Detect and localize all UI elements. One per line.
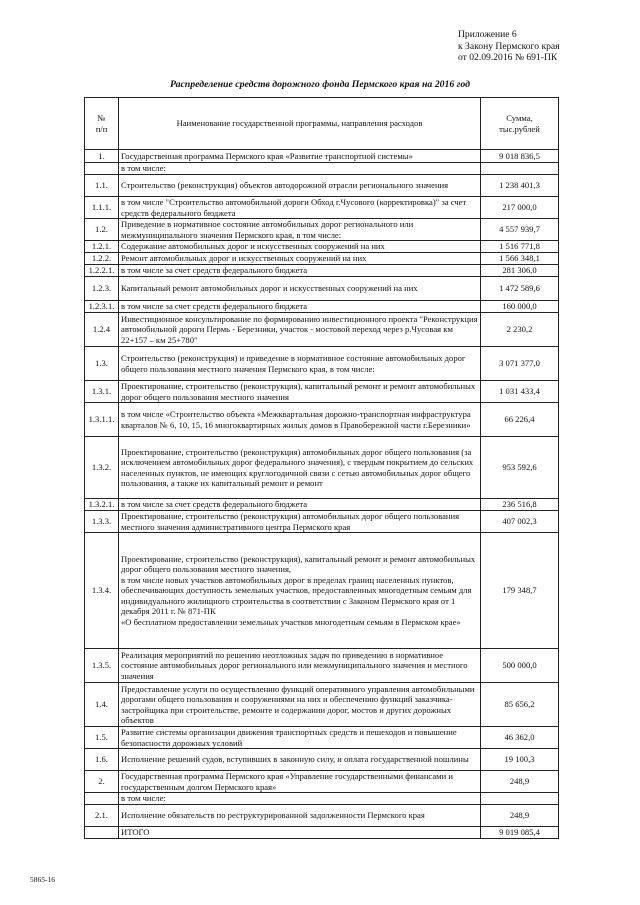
table-row <box>85 197 559 219</box>
row-name: Проектирование, строительство (реконструкция), капитальный ремонт и ремонт автомобильных дорог общего пользования местного значения, в том числе новых участков автомобильных дорог в пределах границ населенных пунктов, обеспечивающих доступность земельных участков, предоставленных многодетным семьям для индивидуального жилищного строительства в соответствии с Законом Пермского края от 1 декабря 2011 г. № 871-ПК «О бесплатном предоставлении земельных участков многодетным семьям в Пермском крае» <box>119 533 481 649</box>
row-sum: 160 000,0 <box>481 301 559 313</box>
row-number: 1.2. <box>85 219 119 241</box>
row-number: 1.3. <box>85 347 119 381</box>
table-row <box>85 150 559 163</box>
table-row <box>85 253 559 265</box>
table-row <box>85 511 559 533</box>
row-name: в том числе: <box>119 163 481 175</box>
row-sum: 236 516,8 <box>481 499 559 511</box>
table-row <box>85 241 559 253</box>
row-sum <box>481 793 559 805</box>
table-row <box>85 499 559 511</box>
row-name: Проектирование, строительство (реконструкция) автомобильных дорог общего пользования (за исключением автомобильных дорог федерального значения), с твердым покрытием до сельских населенных пунктов, не имеющих круглогодичной связи с сетью автомобильных дорог общего пользования, а также их капитальный ремонт и ремонт <box>119 437 481 499</box>
row-name: Реализация мероприятий по решению неотложных задач по приведению в нормативное состояние автомобильных дорог регионального или межмуниципального значения и местного значения <box>119 649 481 683</box>
table-row <box>85 313 559 347</box>
table-row <box>85 277 559 301</box>
row-number: 1.2.1. <box>85 241 119 253</box>
row-name: Содержание автомобильных дорог и искусственных сооружений на них <box>119 241 481 253</box>
row-number: 1.3.2. <box>85 437 119 499</box>
row-sum: 3 071 377,0 <box>481 347 559 381</box>
row-sum: 9 019 085,4 <box>481 827 559 839</box>
row-number: 1.6. <box>85 749 119 771</box>
table-row <box>85 175 559 197</box>
row-sum: 2 230,2 <box>481 313 559 347</box>
row-sum: 953 592,6 <box>481 437 559 499</box>
row-name: Государственная программа Пермского края «Развитие транспортной системы» <box>119 150 481 163</box>
row-name: в том числе «Строительство объекта «Межквартальная дорожно-транспортная инфраструктура кварталов № 6, 10, 15, 16 многоквартирных жилых домов в Правобережной части г.Березники» <box>119 403 481 437</box>
row-number: 1.1.1. <box>85 197 119 219</box>
header-num: № п/п <box>85 98 119 150</box>
row-sum: 19 100,3 <box>481 749 559 771</box>
row-sum: 9 018 836,5 <box>481 150 559 163</box>
table-row <box>85 381 559 403</box>
row-name: в том числе за счет средств федерального бюджета <box>119 499 481 511</box>
row-number: 1.3.1.1. <box>85 403 119 437</box>
row-name: Проектирование, строительство (реконструкция), капитальный ремонт и ремонт автомобильных дорог общего пользования местного значения <box>119 381 481 403</box>
row-number: 1.3.3. <box>85 511 119 533</box>
row-name: Строительство (реконструкция) объектов автодорожной отрасли регионального значения <box>119 175 481 197</box>
row-name: Проектирование, строительство (реконструкция) автомобильных дорог общего пользования местного значения административного центра Пермского края <box>119 511 481 533</box>
row-sum: 217 000,0 <box>481 197 559 219</box>
row-name: в том числе за счет средств федерального бюджета <box>119 265 481 277</box>
table-row <box>85 649 559 683</box>
row-name: Исполнение решений судов, вступивших в законную силу, и оплата государственной пошлины <box>119 749 481 771</box>
row-number <box>85 793 119 805</box>
footer-code: 5865-16 <box>30 875 55 884</box>
row-sum: 1 238 401,3 <box>481 175 559 197</box>
row-number: 1.5. <box>85 727 119 749</box>
row-number: 1.3.1. <box>85 381 119 403</box>
row-sum: 1 031 433,4 <box>481 381 559 403</box>
row-sum: 248,9 <box>481 805 559 827</box>
row-sum: 407 002,3 <box>481 511 559 533</box>
table-row <box>85 793 559 805</box>
table-row <box>85 727 559 749</box>
appendix-line-1: Приложение 6 <box>458 29 517 40</box>
budget-table <box>84 97 559 839</box>
row-sum: 500 000,0 <box>481 649 559 683</box>
row-name: Исполнение обязательств по реструктурированной задолженности Пермского края <box>119 805 481 827</box>
row-number <box>85 163 119 175</box>
table-row <box>85 533 559 649</box>
header-name: Наименование государственной программы, направления расходов <box>119 98 481 150</box>
row-sum: 179 348,7 <box>481 533 559 649</box>
row-sum: 46 362,0 <box>481 727 559 749</box>
table-row <box>85 683 559 727</box>
row-number: 1.2.2.1. <box>85 265 119 277</box>
row-name: Приведение в нормативное состояние автомобильных дорог регионального или межмуниципального значения Пермского края, в том числе: <box>119 219 481 241</box>
table-row <box>85 265 559 277</box>
row-number: 1.2.3.1. <box>85 301 119 313</box>
row-number: 1.3.5. <box>85 649 119 683</box>
table-row <box>85 749 559 771</box>
row-sum: 248,9 <box>481 771 559 793</box>
row-number: 1.2.3. <box>85 277 119 301</box>
row-sum: 66 226,4 <box>481 403 559 437</box>
budget-table-body <box>85 98 559 839</box>
table-row <box>85 827 559 839</box>
row-sum: 1 472 589,6 <box>481 277 559 301</box>
row-name: ИТОГО <box>119 827 481 839</box>
row-number: 1.4. <box>85 683 119 727</box>
row-name: в том числе "Строительство автомобильной дороги Обход г.Чусового (корректировка)" за счет средств федерального бюджета <box>119 197 481 219</box>
table-row <box>85 219 559 241</box>
row-number <box>85 827 119 839</box>
row-number: 2.1. <box>85 805 119 827</box>
document-title: Распределение средств дорожного фонда Пермского края на 2016 год <box>169 79 471 90</box>
row-sum <box>481 163 559 175</box>
row-name: Строительство (реконструкция) и приведение в нормативное состояние автомобильных дорог общего пользования местного значения Пермского края, в том числе: <box>119 347 481 381</box>
row-name: Ремонт автомобильных дорог и искусственных сооружений на них <box>119 253 481 265</box>
row-name: Предоставление услуги по осуществлению функций оперативного управления автомобильными дорогами общего пользования и сооружениями на них и обеспечению функций заказчика-застройщика при строительстве, ремонте и содержании дорог, мостов и других дорожных объектов <box>119 683 481 727</box>
row-name: в том числе за счет средств федерального бюджета <box>119 301 481 313</box>
row-number: 1.2.4 <box>85 313 119 347</box>
row-number: 1.2.2. <box>85 253 119 265</box>
table-row <box>85 163 559 175</box>
row-number: 1.3.4. <box>85 533 119 649</box>
header-sum: Сумма, тыс.рублей <box>481 98 559 150</box>
row-number: 1.1. <box>85 175 119 197</box>
appendix-line-2: к Закону Пермского края <box>458 40 560 52</box>
table-row <box>85 805 559 827</box>
row-name: Капитальный ремонт автомобильных дорог и искусственных сооружений на них <box>119 277 481 301</box>
table-row <box>85 301 559 313</box>
row-sum: 1 516 771,8 <box>481 241 559 253</box>
row-sum: 281 306,0 <box>481 265 559 277</box>
row-name: Инвестиционное консультирование по формированию инвестиционного проекта "Реконструкция автомобильной дороги Пермь - Березники, участок - мостовой переход через р.Чусовая км 22+157 – км 25+780" <box>119 313 481 347</box>
row-sum: 85 656,2 <box>481 683 559 727</box>
row-name: Государственная программа Пермского края «Управление государственными финансами и государственным долгом Пермского края» <box>119 771 481 793</box>
table-row <box>85 771 559 793</box>
table-header-row <box>85 98 559 150</box>
row-number: 1. <box>85 150 119 163</box>
appendix-note <box>458 29 560 64</box>
row-sum: 4 557 939,7 <box>481 219 559 241</box>
row-number: 1.3.2.1. <box>85 499 119 511</box>
table-row <box>85 403 559 437</box>
row-name: Развитие системы организации движения транспортных средств и пешеходов и повышение безопасности дорожных условий <box>119 727 481 749</box>
table-row <box>85 437 559 499</box>
row-name: в том числе: <box>119 793 481 805</box>
row-sum: 1 566 348,1 <box>481 253 559 265</box>
table-row <box>85 347 559 381</box>
appendix-line-3: от 02.09.2016 № 691-ПК <box>458 52 558 63</box>
row-number: 2. <box>85 771 119 793</box>
